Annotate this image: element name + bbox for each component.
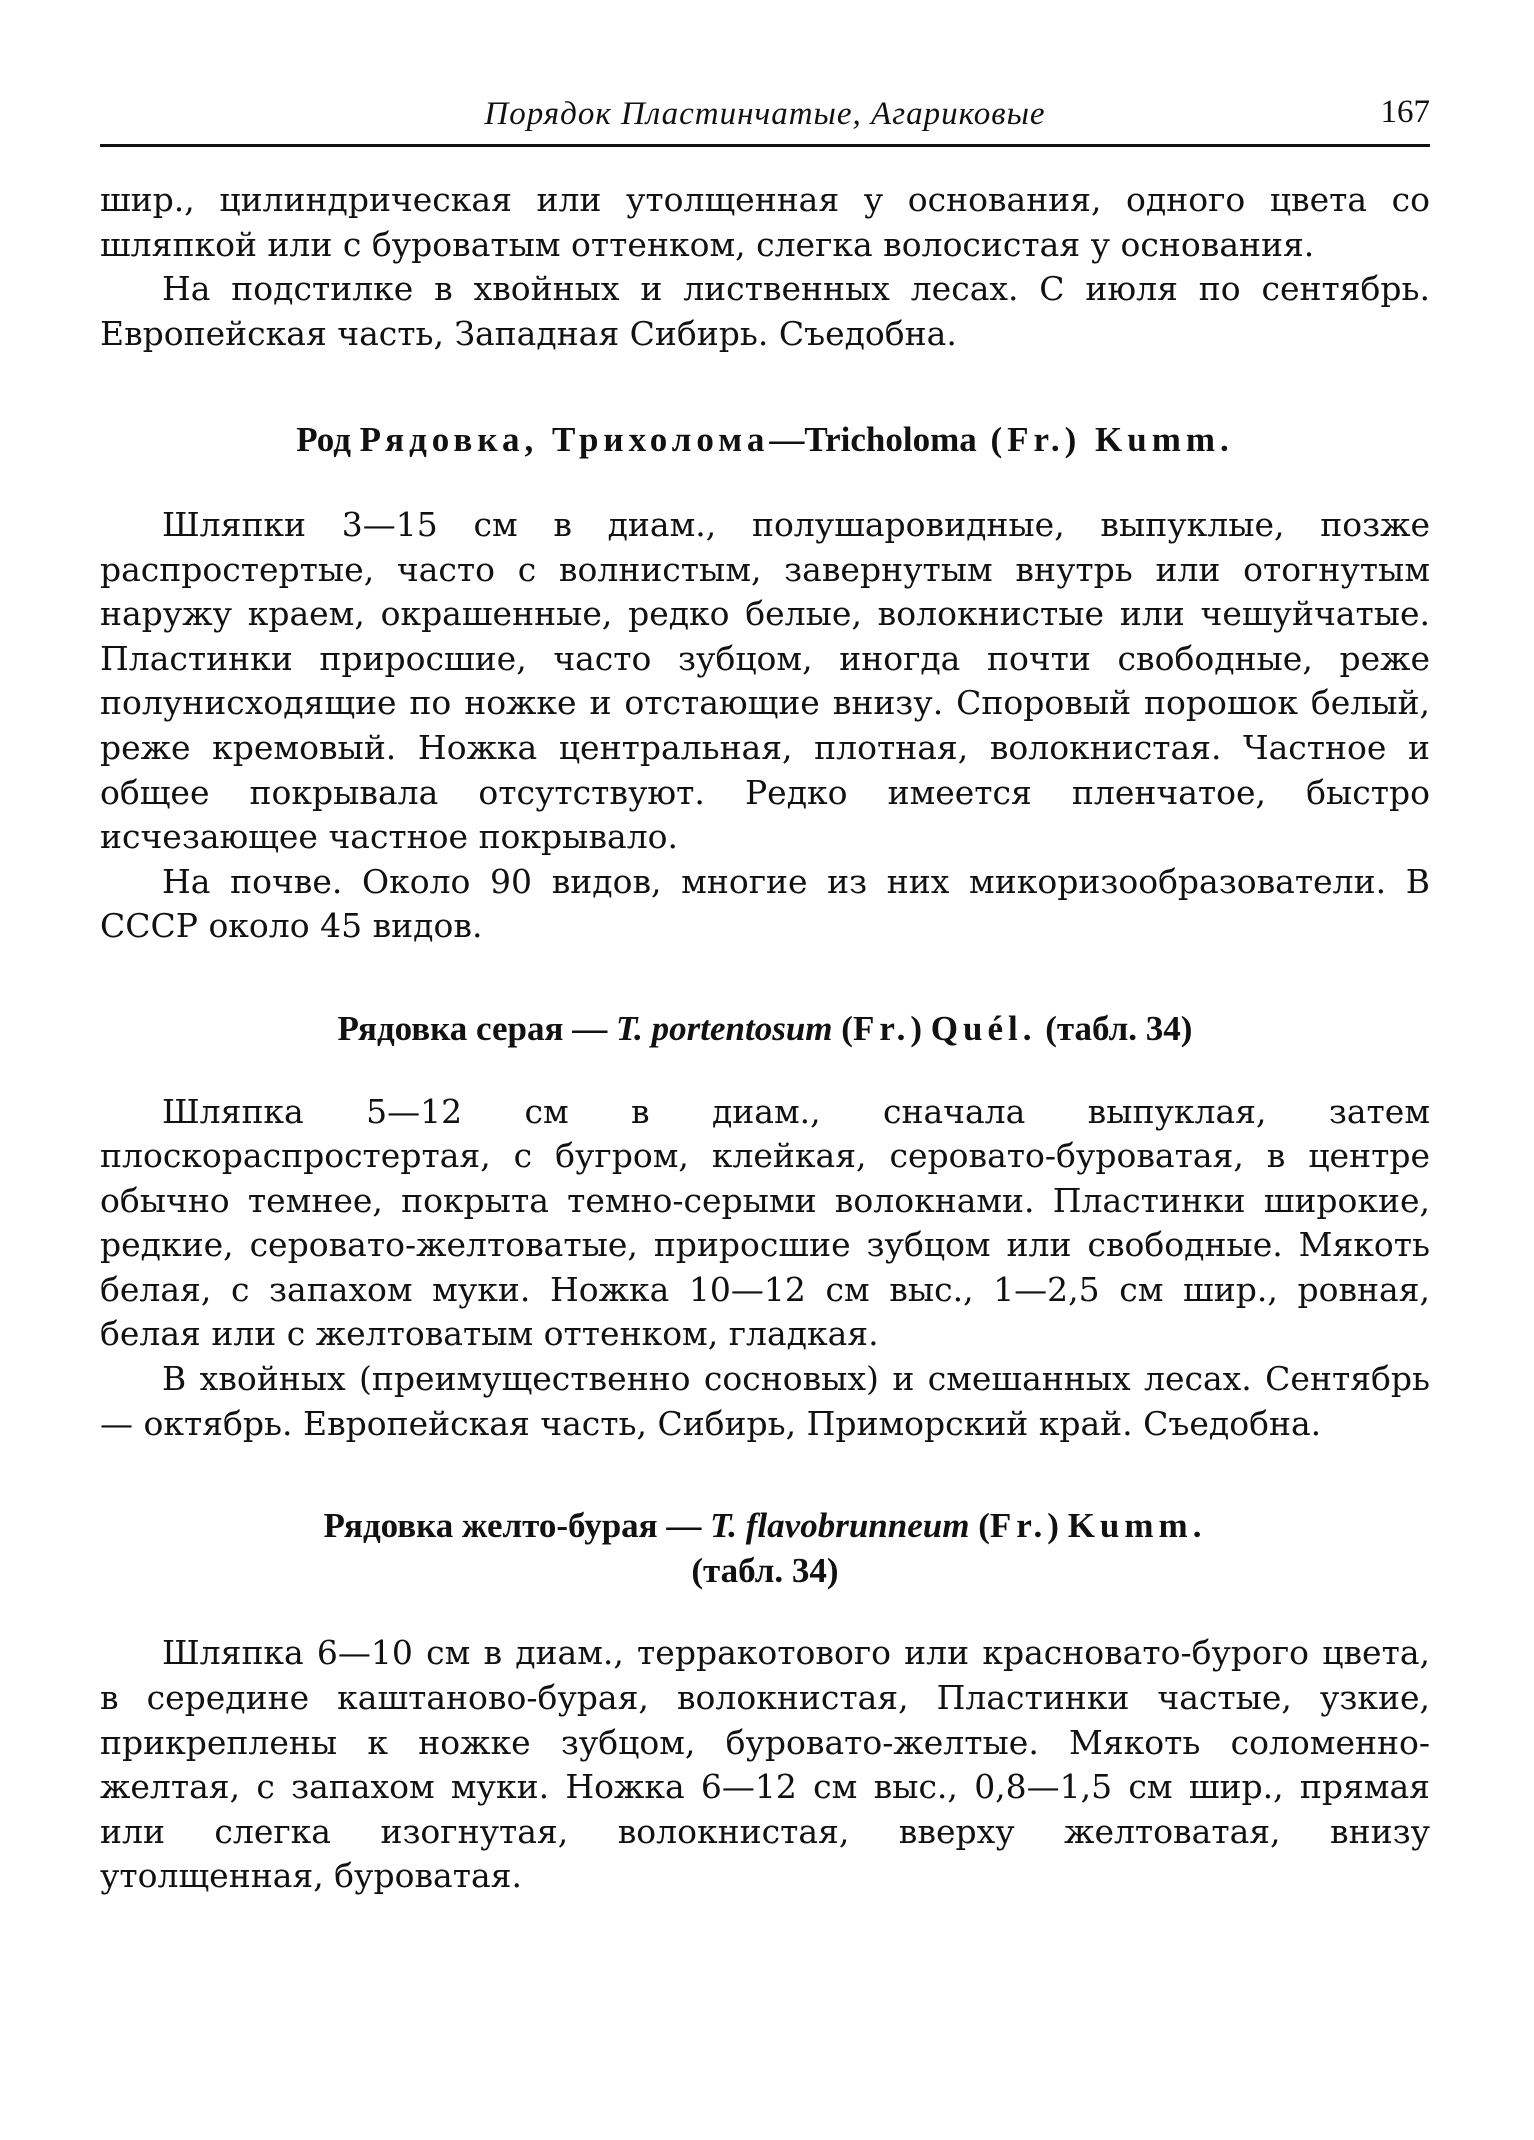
species-author-second: Quél.: [930, 1008, 1037, 1048]
paragraph-genus-habitat: На почве. Около 90 видов, многие из них микоризообразователи. В СССР около 45 видов.: [100, 861, 1430, 946]
species-author-mid: ): [910, 1008, 931, 1048]
genus-author: (Fr.) Kumm.: [976, 420, 1234, 460]
paragraph-habitat-previous: На подстилке в хвойных и лиственных лесах. С июля по сентябрь. Европейская часть, Западная Сибирь. Съедобна.: [100, 269, 1430, 353]
paragraph-portentosum-description: Шляпка 5—12 см в диам., сначала выпуклая, затем плоскораспростертая, с бугром, клейкая, серовато-буроватая, в центре обычно темнее, покрыта темно-серыми волокнами. Пластинки широкие, редкие, серовато-желтоватые, приросшие зубцом или свободные. Мякоть белая, с запахом муки. Ножка 10—12 см выс., 1—2,5 см шир., ровная, белая или с желтоватым оттенком, гладкая.: [100, 1091, 1430, 1354]
species-heading-flavobrunneum: [100, 1504, 1430, 1593]
species-dash: —: [563, 1008, 616, 1048]
species-name-ru: Рядовка желто-бурая: [323, 1506, 658, 1546]
page-number: 167: [1380, 94, 1430, 130]
page-content: [100, 178, 1430, 1899]
species-name-ru: Рядовка серая: [337, 1008, 564, 1048]
genus-name-lat: Tricholoma: [804, 420, 977, 460]
running-title: Порядок Пластинчатые, Агариковые: [484, 96, 1046, 132]
genus-prefix: Род: [296, 420, 360, 460]
species-heading-line1: [100, 1504, 1430, 1549]
species-heading-portentosum: [100, 1007, 1430, 1052]
book-page: [100, 0, 1430, 2140]
species-epithet: flavobrunneum: [745, 1506, 970, 1546]
paragraph-continued-stem: шир., цилиндрическая или утолщенная у основания, одного цвета со шляпкой или с буроватым оттенком, слегка волосистая у основания.: [100, 180, 1430, 264]
species-genus-abbr: T.: [615, 1008, 643, 1048]
paragraph-flavobrunneum-description: Шляпка 6—10 см в диам., терракотового или красновато-бурого цвета, в середине каштаново-бурая, волокнистая, Пластинки частые, узкие, прикреплены к ножке зубцом, буровато-желтые. Мякоть соломенно-желтая, с запахом муки. Ножка 6—12 см выс., 0,8—1,5 см шир., прямая или слегка изогнутая, волокнистая, вверху желтоватая, внизу утолщенная, буроватая.: [100, 1633, 1430, 1896]
genus-name-ru: Рядовка, Трихолома: [359, 420, 770, 460]
species-author-mid: ): [1047, 1506, 1068, 1546]
species-dash: —: [657, 1506, 711, 1546]
species-author-second: Kumm.: [1067, 1506, 1207, 1546]
species-epithet: portentosum: [651, 1008, 833, 1048]
species-genus-abbr: T.: [710, 1506, 738, 1546]
species-author-first: Fr.: [852, 1008, 911, 1048]
species-table-ref: (табл. 34): [691, 1550, 839, 1590]
genus-dash: —: [769, 420, 805, 460]
genus-heading: [100, 418, 1430, 463]
running-header: [100, 92, 1430, 147]
species-author-open: (: [969, 1506, 990, 1546]
species-author-first: Fr.: [989, 1506, 1048, 1546]
species-author-open: (: [832, 1008, 853, 1048]
species-table-ref: (табл. 34): [1036, 1008, 1193, 1048]
paragraph-portentosum-habitat: В хвойных (преимущественно сосновых) и смешанных лесах. Сентябрь — октябрь. Европейская часть, Сибирь, Приморский край. Съедобна.: [100, 1359, 1430, 1443]
paragraph-genus-description: Шляпки 3—15 см в диам., полушаровидные, выпуклые, позже распростертые, часто с волнистым, завернутым внутрь или отогнутым наружу краем, окрашенные, редко белые, волокнистые или чешуйчатые. Пластинки приросшие, часто зубцом, иногда почти свободные, реже полунисходящие по ножке и отстающие внизу. Споровый порошок белый, реже кремовый. Ножка центральная, плотная, волокнистая. Частное и общее покрывала отсутствуют. Редко имеется пленчатое, быстро исчезающее частное покрывало.: [100, 504, 1430, 857]
